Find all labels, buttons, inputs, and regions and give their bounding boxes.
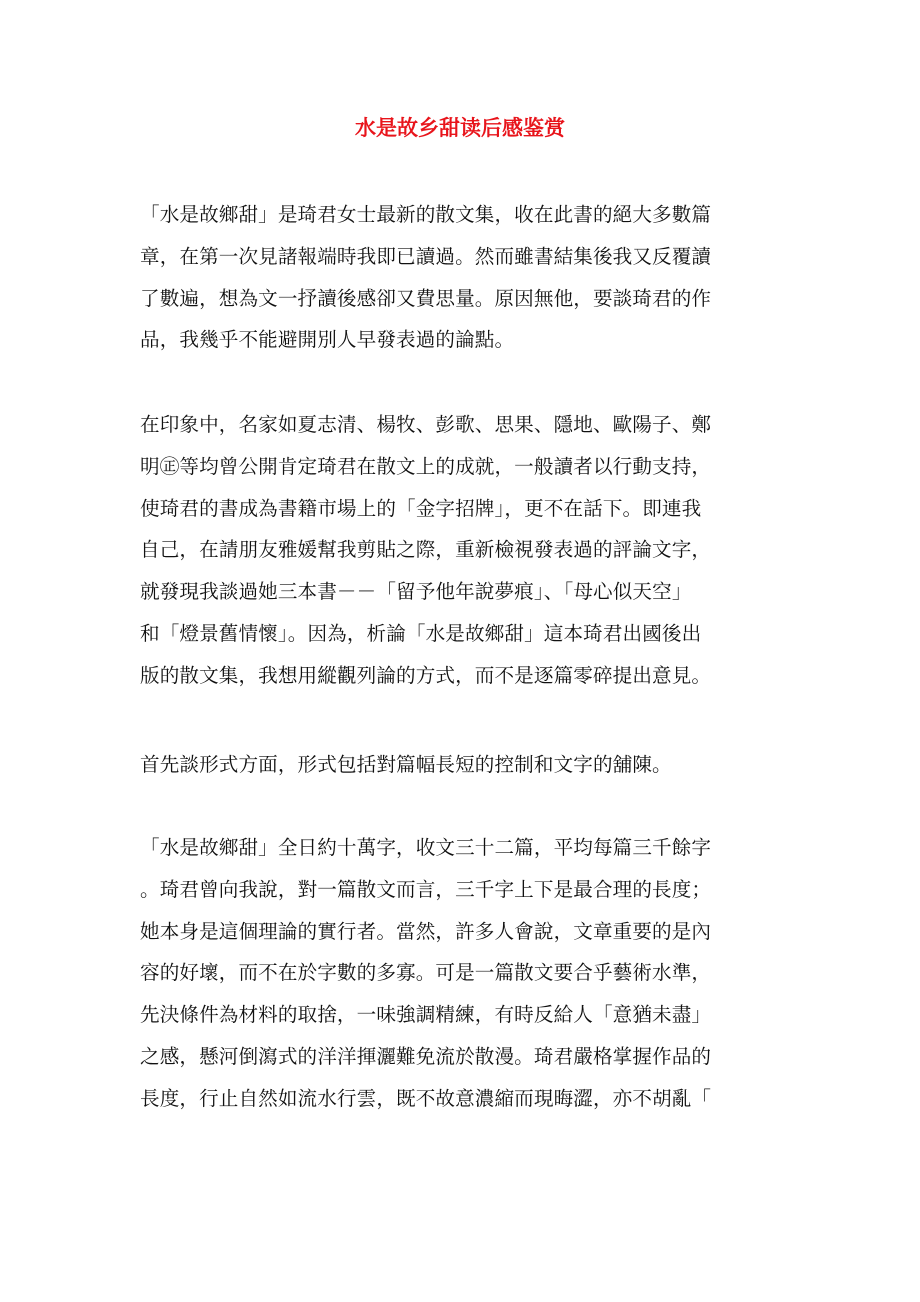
text-line: 。琦君曾向我說，對一篇散文而言，三千字上下是最合理的長度； bbox=[140, 877, 712, 901]
text-line: 先決條件為材料的取捨，一味強調精練，有時反給人「意猶未盡」 bbox=[140, 1003, 712, 1027]
text-line: 就發現我談過她三本書－－「留予他年說夢痕」、「母心似天空」 bbox=[140, 580, 692, 604]
text-line: 使琦君的書成為書籍市場上的「金字招牌」，更不在話下。即連我 bbox=[140, 496, 702, 520]
text-line: 首先談形式方面，形式包括對篇幅長短的控制和文字的舖陳。 bbox=[140, 753, 672, 776]
document-title: 水是故乡甜读后感鉴赏 bbox=[355, 116, 565, 140]
text-line: 了數遍，想為文一抒讀後感卻又費思量。原因無他，要談琦君的作 bbox=[140, 286, 712, 310]
text-line: 品，我幾乎不能避開別人早發表過的論點。 bbox=[140, 328, 515, 352]
text-line: 明㊣等均曾公開肯定琦君在散文上的成就，一般讀者以行動支持， bbox=[140, 454, 712, 478]
paragraph bbox=[140, 404, 800, 697]
paragraph bbox=[140, 744, 800, 786]
text-line: 章，在第一次見諸報端時我即已讀過。然而雖書結集後我又反覆讀 bbox=[140, 244, 712, 268]
text-line: 在印象中，名家如夏志清、楊牧、彭歌、思果、隱地、歐陽子、鄭 bbox=[140, 413, 712, 436]
text-line: 「水是故鄉甜」是琦君女士最新的散文集，收在此書的絕大多數篇 bbox=[140, 203, 712, 226]
text-line: 長度，行止自然如流水行雲，既不故意濃縮而現晦澀，亦不胡亂「 bbox=[140, 1086, 712, 1110]
text-line: 和「燈景舊情懷」。因為，析論「水是故鄉甜」這本琦君出國後出 bbox=[140, 621, 702, 645]
text-line: 容的好壞，而不在於字數的多寡。可是一篇散文要合乎藝術水準， bbox=[140, 961, 712, 985]
paragraph bbox=[140, 194, 800, 361]
paragraph bbox=[140, 827, 800, 1120]
text-line: 之感，懸河倒瀉式的洋洋揮灑難免流於散漫。琦君嚴格掌握作品的 bbox=[140, 1044, 712, 1068]
text-line: 版的散文集，我想用縱觀列論的方式，而不是逐篇零碎提出意見。 bbox=[140, 663, 712, 687]
text-line: 「水是故鄉甜」全日約十萬字，收文三十二篇，平均每篇三千餘字 bbox=[140, 836, 712, 859]
text-line: 她本身是這個理論的實行者。當然，許多人會說，文章重要的是內 bbox=[140, 919, 712, 943]
text-line: 自己，在請朋友雅媛幫我剪貼之際，重新檢視發表過的評論文字， bbox=[140, 538, 712, 562]
